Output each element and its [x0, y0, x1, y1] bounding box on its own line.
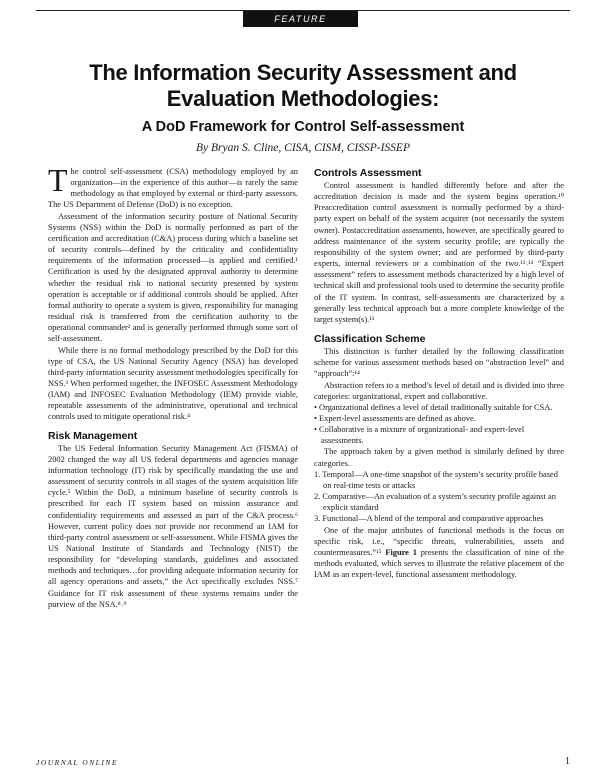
numbered-item: 1. Temporal—A one-time snapshot of the system’s security profile based on real-time tests or attacks: [314, 469, 558, 490]
paragraph: Assessment of the information security posture of National Security Systems (NSS) within the DoD is normally performed as part of the certification and accreditation (C&A) process during which a baseline set of security controls—defined by the criticality and confidentiality requirements of the information processed—is applied and certified.¹ Certification is used by the designated approval authority to determine whether the residual risk to national security presented by system operation is acceptable or if additional controls should be applied. After formal authority to operate a system is given, responsibility for managing residual risk is transferred from the certification authority to the operational commander² and is generally performed through some sort of self-assessment.: [48, 211, 298, 344]
paragraph: Abstraction refers to a method’s level of detail and is divided into three categories: organizational, expert and collaborative.: [314, 380, 564, 401]
drop-cap: T: [48, 162, 68, 198]
bullet-item: • Expert-level assessments are defined as above.: [314, 413, 476, 423]
bullet-item: • Collaborative is a mixture of organizational- and expert-level assessments.: [314, 425, 525, 446]
paragraph: This distinction is further detailed by the following classification scheme for various assessment methods based on “abstraction level” and “approach”:¹⁴: [314, 347, 564, 379]
article-subtitle: A DoD Framework for Control Self-assessment: [141, 119, 465, 135]
paragraph: Control assessment is handled differently before and after the accreditation decision is made and the system begins operation.¹⁰ Preaccreditation control assessment is normally performed by a third-party expert on behalf of the system acquirer (not necessarily the system owner). Postaccreditation assessments, however, are specifically geared to address maintenance of the system security profile; are typically the responsibility of the system owner; and are performed by third-party experts, internal reviewers or a combination of the two.¹¹˒¹² “Expert assessment” refers to assessment methods characterized by a high level of technical skill and professional tools used to determine the security profile of the IT system. In contrast, self-assessments are characterized by a generally less technical approach but a more complete knowledge of the target system(s).¹³: [314, 181, 564, 324]
journal-name: JOURNAL ONLINE: [36, 758, 118, 767]
page-number: 1: [565, 756, 570, 767]
bullet-item: • Organizational defines a level of detail traditionally suitable for CSA.: [314, 402, 553, 412]
intro-paragraph: The control self-assessment (CSA) methodology employed by an organization—in the experience of this author—is rarely the same methodology as that employed by external or third-party assessors. The US Department of Defense (DoD) is no exception.: [48, 162, 298, 210]
paragraph: The US Federal Information Security Management Act (FISMA) of 2002 changed the way all US federal departments and agencies manage information technology (IT) risk by specifically mandating the use and assessment of security controls in all stages of the system acquisition life cycle.⁵ Within the DoD, a minimum baseline of security controls is prescribed for each IT system based on mission assurance and confidentiality requirements and assessed as part of the C&A process.⁶ However, current policy does not provide nor recommend an IAM for third-party control assessment or self-assessment. While FISMA gives the US National Institute of Standards and Technology (NIST) the responsibility for “developing standards, guidelines and associated methods and techniques…for providing adequate information security for all agency operations and assets,” the Act specifically excludes NSS.⁷ Guidance for IT risk assessment of these systems remains under the purview of the NSA.⁸˒⁹: [48, 443, 298, 609]
figure-reference: Figure 1: [385, 547, 417, 557]
paragraph: One of the major attributes of functional methods is the focus on specific risk, i.e., “specific threats, vulnerabilities, assets and countermeasures.”¹⁵ Figure 1 presents the classification of nine of the methods evaluated, which serves to illustrate the relative placement of the IAM as an expert-level, functional assessment methodology.: [314, 525, 565, 580]
section-heading-risk-management: Risk Management: [48, 429, 138, 442]
right-column: [314, 166, 564, 580]
section-heading-controls-assessment: Controls Assessment: [314, 167, 422, 179]
article-title: The Information Security Assessment and Evaluation Methodologies:: [89, 60, 517, 111]
paragraph: While there is no formal methodology prescribed by the DoD for this type of CSA, the US National Security Agency (NSA) has developed third-party information security assessment methodologies specifically for NSS.³ When performed together, the INFOSEC Assessment Methodology (IAM) and INFOSEC Evaluation Methodology (IEM) provide viable, repeatable assessments of the administrative, operational and technical controls used to mitigate operational risk.⁴: [48, 345, 298, 422]
numbered-item: 2. Comparative—An evaluation of a system’s security profile against an explicit standard: [314, 492, 556, 513]
paragraph: The approach taken by a given method is similarly defined by three categories.: [314, 447, 564, 468]
numbered-item: 3. Functional—A blend of the temporal and comparative approaches: [314, 514, 544, 524]
section-heading-classification-scheme: Classification Scheme: [314, 333, 426, 346]
byline: By Bryan S. Cline, CISA, CISM, CISSP-ISSEP: [196, 142, 410, 154]
left-column: [48, 162, 298, 610]
feature-label: FEATURE: [243, 11, 358, 27]
